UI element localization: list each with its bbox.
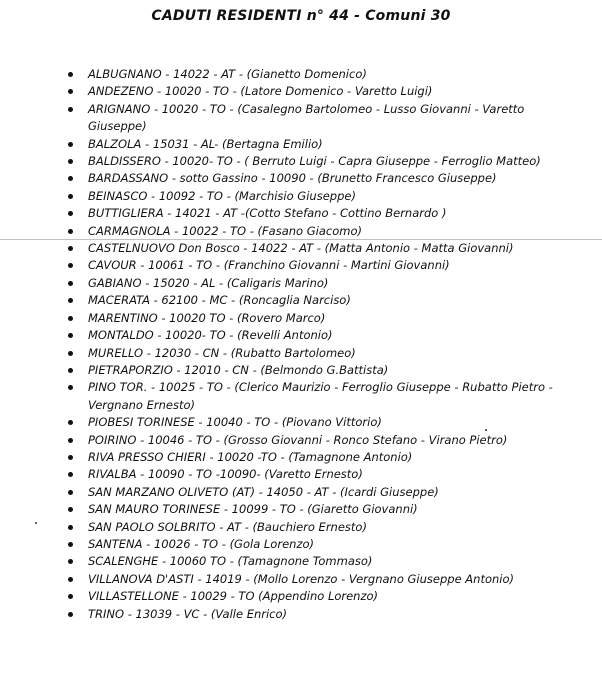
list-item xyxy=(68,153,558,170)
entry-text: PIETRAPORZIO - 12010 - CN - (Belmondo G.Battista) xyxy=(88,362,389,377)
entry-text: VILLASTELLONE - 10029 - TO (Appendino Lorenzo) xyxy=(88,589,379,604)
bullet-icon xyxy=(68,577,73,582)
bullet-icon xyxy=(68,420,73,425)
list-item xyxy=(68,432,558,449)
list-item xyxy=(68,327,558,344)
bullet-icon xyxy=(68,351,73,356)
list-item xyxy=(68,292,558,309)
bullet-icon xyxy=(68,612,73,617)
entry-text: SAN MAURO TORINESE - 10099 - TO - (Giaretto Giovanni) xyxy=(88,502,418,517)
entry-text: SAN MARZANO OLIVETO (AT) - 14050 - AT - (Icardi Giuseppe) xyxy=(88,484,439,499)
entry-text: SANTENA - 10026 - TO - (Gola Lorenzo) xyxy=(88,536,314,551)
bullet-icon xyxy=(68,89,73,94)
entry-text: MARENTINO - 10020 TO - (Rovero Marco) xyxy=(88,310,326,325)
entry-text: CAVOUR - 10061 - TO - (Franchino Giovanni - Martini Giovanni) xyxy=(88,258,450,273)
list-item xyxy=(68,553,558,570)
bullet-icon xyxy=(68,559,73,564)
entry-text: CARMAGNOLA - 10022 - TO - (Fasano Giacomo) xyxy=(88,223,362,238)
entry-text: TRINO - 13039 - VC - (Valle Enrico) xyxy=(88,606,288,621)
entry-text: PIOBESI TORINESE - 10040 - TO - (Piovano Vittorio) xyxy=(88,415,382,430)
list-item xyxy=(68,379,558,414)
bullet-icon xyxy=(68,263,73,268)
list-item xyxy=(68,240,558,257)
entry-text: MONTALDO - 10020- TO - (Revelli Antonio) xyxy=(88,328,333,343)
list-item xyxy=(68,170,558,187)
entry-text: ALBUGNANO - 14022 - AT - (Gianetto Domenico) xyxy=(88,67,367,81)
entry-text: ANDEZENO - 10020 - TO - (Latore Domenico - Varetto Luigi) xyxy=(88,84,433,99)
bullet-icon xyxy=(68,316,73,321)
bullet-icon xyxy=(68,333,73,338)
entry-text: CASTELNUOVO Don Bosco - 14022 - AT - (Matta Antonio - Matta Giovanni) xyxy=(88,241,514,256)
entry-text: BEINASCO - 10092 - TO - (Marchisio Giuseppe) xyxy=(88,188,356,203)
bullet-icon xyxy=(68,525,73,530)
list-item xyxy=(68,136,558,153)
bullet-icon xyxy=(68,211,73,216)
list-item xyxy=(68,362,558,379)
list-item xyxy=(68,571,558,588)
bullet-icon xyxy=(68,490,73,495)
list-item xyxy=(68,536,558,553)
list-item xyxy=(68,310,558,327)
bullet-icon xyxy=(68,194,73,199)
entries-list xyxy=(68,66,558,623)
entry-text: RIVA PRESSO CHIERI - 10020 -TO - (Tamagnone Antonio) xyxy=(88,449,413,464)
bullet-icon xyxy=(68,229,73,234)
bullet-icon xyxy=(68,298,73,303)
bullet-icon xyxy=(68,281,73,286)
scan-speck xyxy=(35,522,37,524)
entry-text: PINO TOR. - 10025 - TO - (Clerico Maurizio - Ferroglio Giuseppe - Rubatto Pietro - Vergnano Ernesto) xyxy=(88,380,553,412)
list-item xyxy=(68,466,558,483)
list-item xyxy=(68,275,558,292)
bullet-icon xyxy=(68,159,73,164)
scan-speck xyxy=(485,429,487,431)
list-item xyxy=(68,519,558,536)
entry-text: MACERATA - 62100 - MC - (Roncaglia Narciso) xyxy=(88,293,351,308)
entry-text: SCALENGHE - 10060 TO - (Tamagnone Tommaso) xyxy=(88,554,373,569)
bullet-icon xyxy=(68,438,73,443)
bullet-icon xyxy=(68,385,73,390)
page-title: CADUTI RESIDENTI n° 44 - Comuni 30 xyxy=(151,8,451,24)
list-item xyxy=(68,484,558,501)
entry-text: BARDASSANO - sotto Gassino - 10090 - (Brunetto Francesco Giuseppe) xyxy=(88,171,497,186)
bullet-icon xyxy=(68,246,73,251)
list-item xyxy=(68,449,558,466)
list-item xyxy=(68,257,558,274)
list-item xyxy=(68,66,558,83)
list-item xyxy=(68,205,558,222)
entry-text: SAN PAOLO SOLBRITO - AT - (Bauchiero Ernesto) xyxy=(88,519,367,534)
list-item xyxy=(68,83,558,100)
entry-text: GABIANO - 15020 - AL - (Caligaris Marino) xyxy=(88,275,329,290)
bullet-icon xyxy=(68,142,73,147)
entry-text: BALDISSERO - 10020- TO - ( Berruto Luigi - Capra Giuseppe - Ferroglio Matteo) xyxy=(88,154,541,169)
list-item xyxy=(68,606,558,623)
entry-text: VILLANOVA D'ASTI - 14019 - (Mollo Lorenzo - Vergnano Giuseppe Antonio) xyxy=(88,571,515,586)
bullet-icon xyxy=(68,472,73,477)
bullet-icon xyxy=(68,542,73,547)
bullet-icon xyxy=(68,368,73,373)
entry-text: BALZOLA - 15031 - AL- (Bertagna Emilio) xyxy=(88,136,323,151)
bullet-icon xyxy=(68,507,73,512)
bullet-icon xyxy=(68,176,73,181)
list-item xyxy=(68,188,558,205)
list-item xyxy=(68,101,558,136)
bullet-icon xyxy=(68,455,73,460)
entry-text: BUTTIGLIERA - 14021 - AT -(Cotto Stefano - Cottino Bernardo ) xyxy=(88,206,447,221)
entry-text: RIVALBA - 10090 - TO -10090- (Varetto Ernesto) xyxy=(88,467,363,482)
entry-text: MURELLO - 12030 - CN - (Rubatto Bartolomeo) xyxy=(88,345,356,360)
bullet-icon xyxy=(68,594,73,599)
entry-text: POIRINO - 10046 - TO - (Grosso Giovanni - Ronco Stefano - Virano Pietro) xyxy=(88,432,508,447)
bullet-icon xyxy=(68,72,73,77)
list-item xyxy=(68,345,558,362)
list-item xyxy=(68,588,558,605)
list-item xyxy=(68,501,558,518)
entry-text: ARIGNANO - 10020 - TO - (Casalegno Bartolomeo - Lusso Giovanni - Varetto Giuseppe) xyxy=(88,101,525,134)
bullet-icon xyxy=(68,107,73,112)
list-item xyxy=(68,223,558,240)
